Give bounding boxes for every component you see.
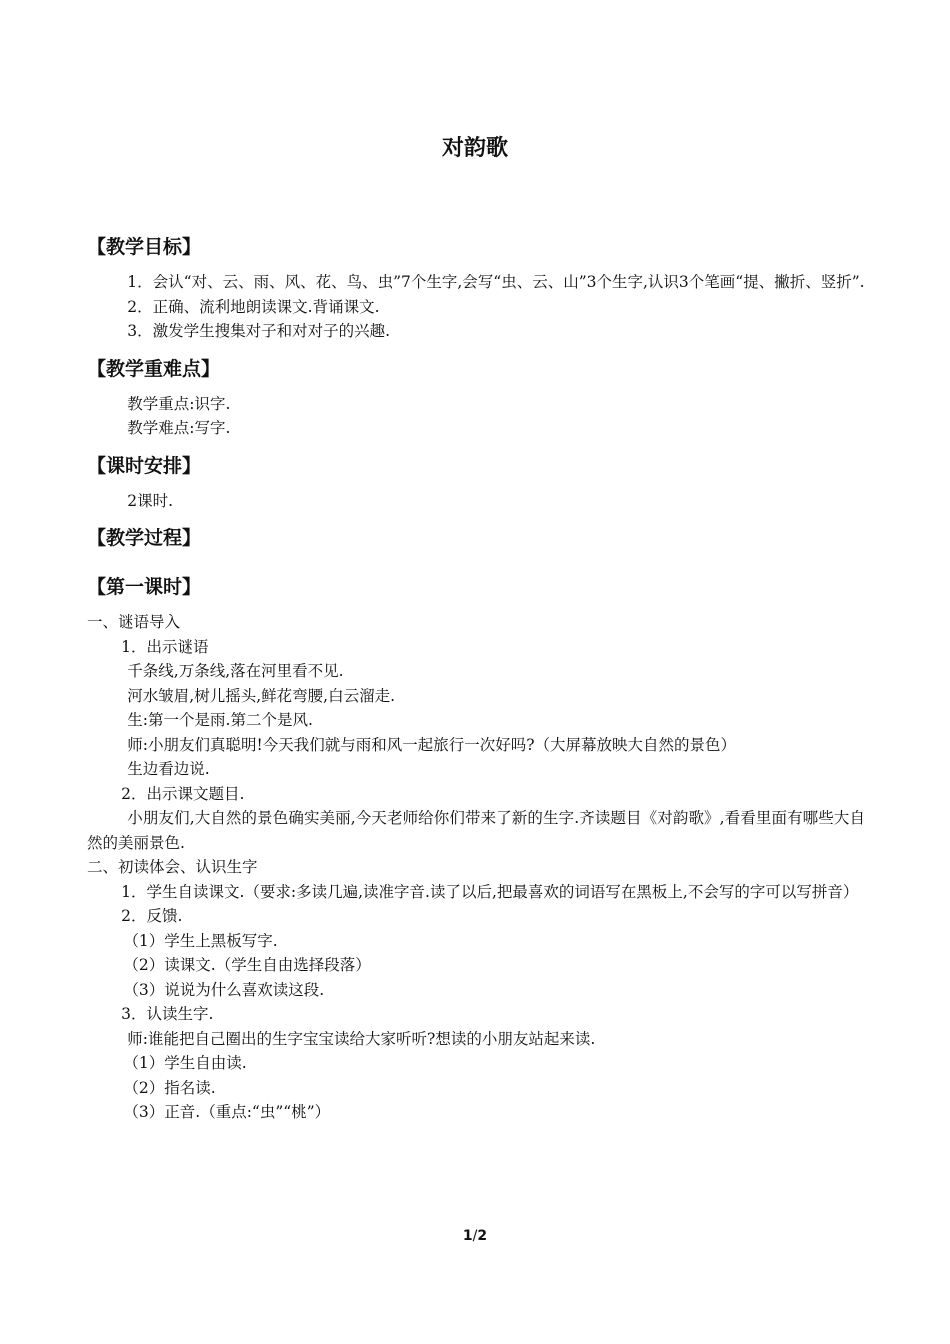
goal-item: 1．会认“对、云、雨、风、花、鸟、虫”7个生字,会写“虫、云、山”3个生字,认识3个笔画“提、撇折、竖折”.	[127, 273, 865, 291]
key-point-item: 教学难点:写字.	[127, 419, 231, 437]
lesson-line: 师:谁能把自己圈出的生字宝宝读给大家听听?想读的小朋友站起来读.	[127, 1029, 596, 1048]
lesson-line: 师:小朋友们真聪明!今天我们就与雨和风一起旅行一次好吗?（大屏幕放映大自然的景色）	[127, 735, 737, 754]
lesson-line: 2．出示课文题目.	[121, 784, 245, 803]
lesson-sub-item: （1）学生上黑板写字.	[123, 931, 278, 950]
lesson-step-heading: 二、初读体会、认识生字	[87, 858, 258, 876]
goal-item: 2．正确、流利地朗读课文.背诵课文.	[127, 297, 380, 316]
lesson-sub-item: （3）说说为什么喜欢读这段.	[123, 980, 325, 999]
lesson-line: 生边看边说.	[127, 760, 210, 778]
lesson-sub-item: （3）正音.（重点:“虫”“桃”）	[123, 1103, 331, 1121]
page-separator: /	[472, 1228, 478, 1244]
section-heading-first-lesson: 【第一课时】	[87, 576, 202, 598]
goals-list	[87, 270, 865, 344]
lesson-line: 千条线,万条线,落在河里看不见.	[127, 662, 344, 680]
page-number	[0, 1226, 950, 1246]
lesson-line: 1．出示谜语	[121, 637, 209, 656]
schedule-list	[87, 489, 865, 514]
lesson-line: 1．学生自读课文.（要求:多读几遍,读准字音.读了以后,把最喜欢的词语写在黑板上,不会写的字可以写拼音）	[121, 882, 859, 901]
total-pages-number: 2	[477, 1228, 488, 1244]
first-lesson-list	[87, 610, 865, 1125]
goal-item: 3．激发学生搜集对子和对对子的兴趣.	[127, 322, 391, 340]
lesson-line: 2．反馈.	[121, 907, 183, 925]
document-body	[87, 232, 865, 1125]
lesson-line: 小朋友们,大自然的景色确实美丽,今天老师给你们带来了新的生字.齐读题目《对韵歌》,看看里面有哪些大自然的美丽景色.	[87, 809, 865, 852]
key-points-list	[87, 392, 865, 441]
section-heading-schedule: 【课时安排】	[87, 454, 202, 477]
schedule-item: 2课时.	[127, 491, 174, 510]
section-heading-process: 【教学过程】	[87, 527, 202, 549]
section-heading-goals: 【教学目标】	[87, 236, 202, 258]
lesson-line: 河水皱眉,树儿摇头,鲜花弯腰,白云溜走.	[127, 686, 396, 705]
current-page-number: 1	[462, 1228, 473, 1244]
lesson-step-heading: 一、谜语导入	[87, 613, 181, 631]
lesson-line: 3．认读生字.	[121, 1005, 214, 1023]
section-heading-key-points: 【教学重难点】	[87, 357, 221, 380]
key-point-item: 教学重点:识字.	[127, 394, 231, 413]
lesson-sub-item: （2）指名读.	[123, 1078, 216, 1097]
lesson-sub-item: （2）读课文.（学生自由选择段落）	[123, 956, 371, 974]
lesson-line: 生:第一个是雨.第二个是风.	[127, 711, 313, 729]
document-title: 对韵歌	[441, 136, 508, 161]
lesson-sub-item: （1）学生自由读.	[123, 1054, 247, 1072]
